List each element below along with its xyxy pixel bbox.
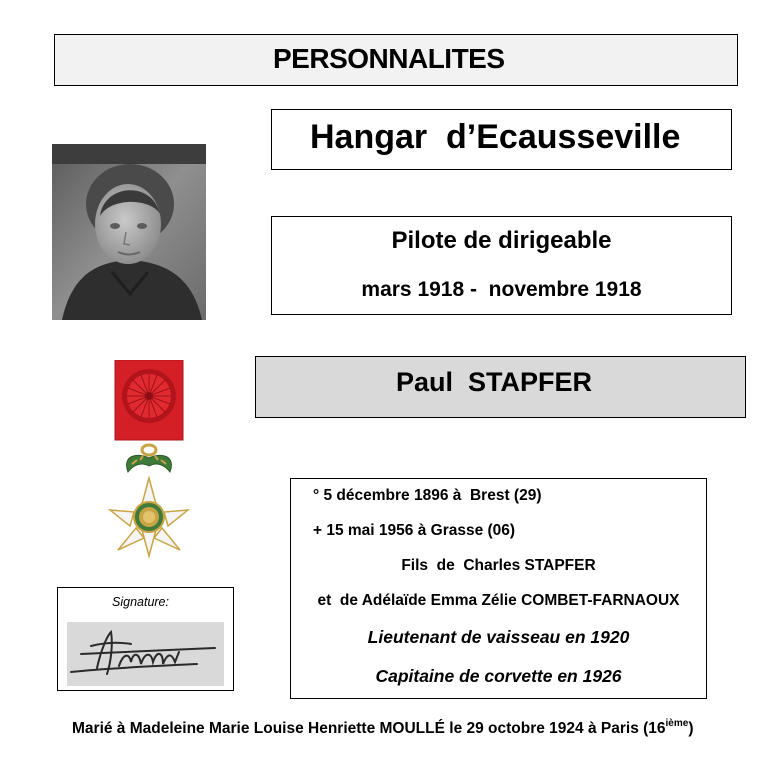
mother-line: et de Adélaïde Emma Zélie COMBET-FARNAOUX xyxy=(317,592,680,609)
rank-1920-line: Lieutenant de vaisseau en 1920 xyxy=(367,627,630,647)
marriage-superscript: ième xyxy=(665,718,689,729)
page-title: PERSONNALITES xyxy=(273,43,505,74)
birth-line: ° 5 décembre 1896 à Brest (29) xyxy=(313,487,542,504)
role-box xyxy=(271,216,732,315)
portrait-photo xyxy=(52,144,206,320)
marriage-text: Marié à Madeleine Marie Louise Henriette MOULLÉ le 29 octobre 1924 à Paris (16 xyxy=(72,720,666,737)
signature-box xyxy=(57,587,234,691)
role-title: Pilote de dirigeable xyxy=(391,227,612,254)
father-line: Fils de Charles STAPFER xyxy=(401,557,596,574)
signature-scan-icon xyxy=(67,622,224,686)
role-period: mars 1918 - novembre 1918 xyxy=(361,278,642,301)
death-line: + 15 mai 1956 à Grasse (06) xyxy=(313,522,516,539)
signature-label: Signature: xyxy=(112,595,169,609)
marriage-closing: ) xyxy=(688,720,694,737)
place-title: Hangar d’Ecausseville xyxy=(310,118,681,156)
legion-of-honour-medal-icon xyxy=(106,360,192,560)
rank-1926-line: Capitaine de corvette en 1926 xyxy=(375,666,622,686)
place-box xyxy=(271,109,732,170)
name-box xyxy=(255,356,746,418)
marriage-line xyxy=(72,718,694,738)
person-name: Paul STAPFER xyxy=(396,367,593,397)
biography-box xyxy=(290,478,707,699)
header-box xyxy=(54,34,738,86)
